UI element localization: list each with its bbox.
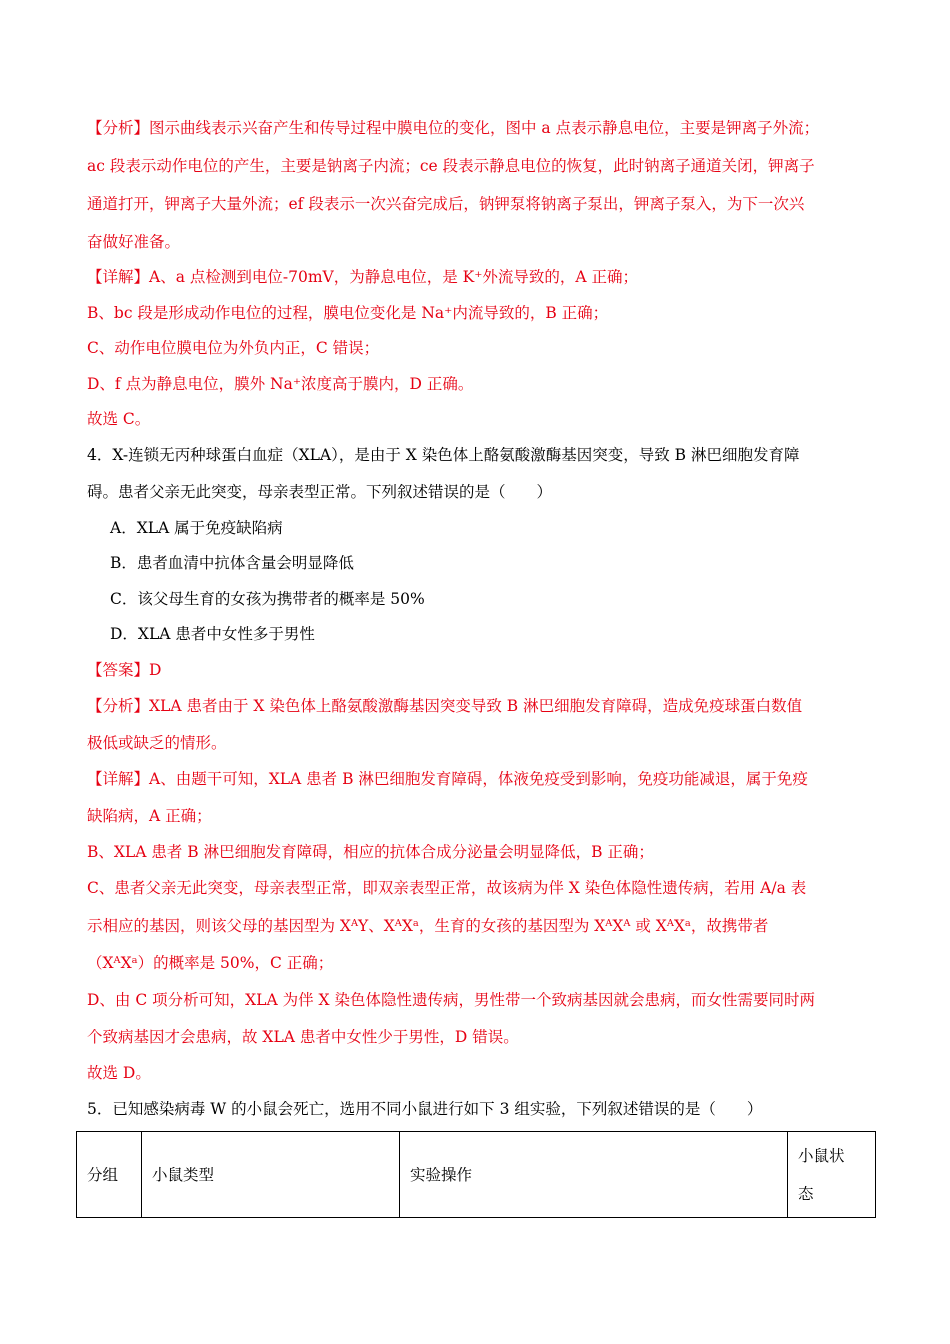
q4-option-c: C．该父母生育的女孩为携带者的概率是 50%: [110, 590, 425, 608]
q4-detail-line-1: 【详解】A、由题干可知，XLA 患者 B 淋巴细胞发育障碍，体液免疫受到影响，免疫功能减退，属于免疫: [87, 770, 808, 788]
q4-conclusion: 故选 D。: [87, 1064, 151, 1082]
q3-detail-line-4: D、f 点为静息电位，膜外 Na⁺浓度高于膜内，D 正确。: [87, 375, 474, 393]
q4-detail-line-4: C、患者父亲无此突变，母亲表型正常，即双亲表型正常，故该病为伴 X 染色体隐性遗传病，若用 A/a 表: [87, 879, 807, 897]
q5-experiment-table: [76, 1131, 876, 1218]
q3-detail-line-2: B、bc 段是形成动作电位的过程，膜电位变化是 Na⁺内流导致的，B 正确；: [87, 304, 609, 322]
q4-detail-line-5: 示相应的基因，则该父母的基因型为 XᴬY、XᴬXᵃ，生育的女孩的基因型为 XᴬXᴬ 或 XᴬXᵃ，故携带者: [87, 917, 769, 935]
q4-option-b: B．患者血清中抗体含量会明显降低: [110, 554, 354, 572]
header-mouse-state-text: 小鼠状态: [798, 1146, 845, 1203]
header-operation: 实验操作: [400, 1132, 788, 1218]
q3-detail-line-1: 【详解】A、a 点检测到电位-70mV，为静息电位，是 K⁺外流导致的，A 正确；: [87, 268, 639, 286]
q3-analysis-line-4: 奋做好准备。: [87, 233, 181, 251]
q3-detail-line-3: C、动作电位膜电位为外负内正，C 错误；: [87, 339, 380, 357]
q3-analysis-line-3: 通道打开，钾离子大量外流；ef 段表示一次兴奋完成后，钠钾泵将钠离子泵出，钾离子泵入，为下一次兴: [87, 195, 805, 213]
q4-detail-line-7: D、由 C 项分析可知，XLA 为伴 X 染色体隐性遗传病，男性带一个致病基因就会患病，而女性需要同时两: [87, 991, 815, 1009]
q4-detail-line-6: （XᴬXᵃ）的概率是 50%，C 正确；: [87, 954, 334, 972]
q4-option-a: A．XLA 属于免疫缺陷病: [110, 519, 283, 537]
q4-detail-line-3: B、XLA 患者 B 淋巴细胞发育障碍，相应的抗体合成分泌量会明显降低，B 正确；: [87, 843, 654, 861]
header-mouse-type: 小鼠类型: [142, 1132, 400, 1218]
q3-conclusion: 故选 C。: [87, 410, 151, 428]
q4-analysis-line-1: 【分析】XLA 患者由于 X 染色体上酪氨酸激酶基因突变导致 B 淋巴细胞发育障碍，造成免疫球蛋白数值: [87, 697, 803, 715]
q5-stem: 5．已知感染病毒 W 的小鼠会死亡，选用不同小鼠进行如下 3 组实验，下列叙述错误的是（ ）: [87, 1100, 763, 1118]
q4-detail-line-2: 缺陷病，A 正确；: [87, 807, 212, 825]
q4-detail-line-8: 个致病基因才会患病，故 XLA 患者中女性少于男性，D 错误。: [87, 1028, 519, 1046]
q4-stem-line-2: 碍。患者父亲无此突变，母亲表型正常。下列叙述错误的是（ ）: [87, 483, 553, 501]
q4-stem-line-1: 4．X-连锁无丙种球蛋白血症（XLA），是由于 X 染色体上酪氨酸激酶基因突变，导致 B 淋巴细胞发育障: [87, 446, 800, 464]
q3-analysis-line-1: 【分析】图示曲线表示兴奋产生和传导过程中膜电位的变化，图中 a 点表示静息电位，主要是钾离子外流；: [87, 119, 820, 137]
q4-analysis-line-2: 极低或缺乏的情形。: [87, 734, 227, 752]
header-group: 分组: [77, 1132, 142, 1218]
table-header-row: [77, 1132, 876, 1218]
header-mouse-state: [788, 1132, 876, 1218]
q4-answer: 【答案】D: [87, 661, 162, 679]
q3-analysis-line-2: ac 段表示动作电位的产生，主要是钠离子内流；ce 段表示静息电位的恢复，此时钠离子通道关闭，钾离子: [87, 157, 815, 175]
q4-option-d: D．XLA 患者中女性多于男性: [110, 625, 315, 643]
